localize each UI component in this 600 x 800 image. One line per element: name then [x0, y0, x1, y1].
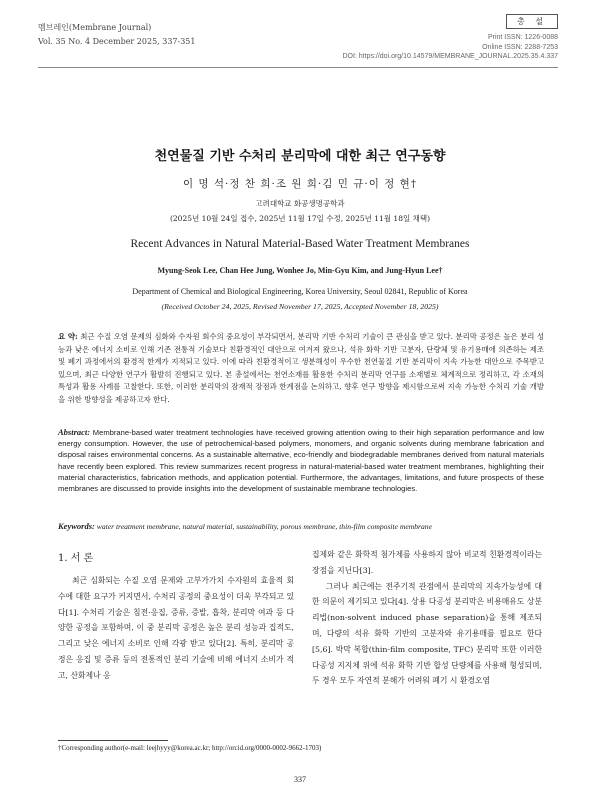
keywords-text: water treatment membrane, natural material, sustainability, porous membrane, thin-film composite membrane — [96, 522, 432, 531]
page-number: 337 — [294, 775, 306, 784]
abstract-korean — [58, 331, 544, 407]
article-type-badge: 총 설 — [506, 14, 558, 29]
online-issn: Online ISSN: 2288-7253 — [482, 43, 558, 51]
paragraph: 최근 심화되는 수질 오염 문제와 고부가가치 수자원의 효율적 회수에 대한 요구가 커지면서, 수처리 공정의 중요성이 더욱 부각되고 있다[1]. 수처리 기술은 침전·응집, 증류, 증발, 흡착, 분리막 여과 등 다양한 공정을 포함하며, 이 중 분리막 공정은 높은 분리 성능과 집적도, 그리고 낮은 에너지 소비로 인해 각광 받고 있다[2]. 특히, 분리막 공정은 응집 및 증류 등의 전통적인 분리 기술에 비해 에너지 소비가 적고, 산화제나 응 — [58, 576, 294, 680]
abstract-english-text: Membrane-based water treatment technologies have received growing attention owing to their high separation performance and low energy consumption. However, the use of petrochemical-based polymers, monomers, and organic solvents during membrane fabrication and disposal raises environmental concerns. As a sustainable alternative, eco-friendly and biodegradable membranes derived from natural materials have recently been explored. This review summarizes recent progress in natural-material-based water treatment membranes, highlighting their material characteristics, fabrication methods, and application potential. Furthermore, the advantages, limitations, and future prospects of these membranes are discussed to provide insights into the development of sustainable membrane technologies. — [58, 428, 544, 494]
doi-link[interactable]: DOI: https://doi.org/10.14579/MEMBRANE_JOURNAL.2025.35.4.337 — [342, 53, 558, 60]
header-divider — [38, 67, 558, 68]
department-english: Department of Chemical and Biological Engineering, Korea University, Seoul 02841, Republic of Korea — [132, 287, 468, 296]
print-issn: Print ISSN: 1226-0088 — [487, 34, 558, 41]
abstract-english-label: Abstract: — [58, 427, 91, 437]
section-heading-introduction: 1. 서 론 — [58, 553, 94, 564]
dates-korean: (2025년 10월 24일 접수, 2025년 11월 17일 수정, 2025년 11월 18일 채택) — [169, 214, 431, 223]
body-right-column — [312, 547, 542, 689]
authors-korean: 이 명 석·정 찬 희·조 원 희·김 민 규·이 정 현† — [182, 178, 418, 190]
affiliation-korean: 고려대학교 화공생명공학과 — [255, 199, 345, 208]
title-korean: 천연물질 기반 수처리 분리막에 대한 최근 연구동향 — [154, 149, 446, 164]
dates-english: (Received October 24, 2025, Revised November 17, 2025, Accepted November 18, 2025) — [161, 302, 439, 311]
abstract-english — [58, 427, 544, 494]
abstract-korean-text: 최근 수질 오염 문제의 심화와 수자원 회수의 중요성이 부각되면서, 분리막 기반 수처리 기술이 큰 관심을 받고 있다. 분리막 공정은 높은 분리 성능과 낮은 에너지 소비로 인해 기존 전통적 기술보다 친환경적인 대안으로 여겨져 왔으나, 석유 화학 기반 고분자, 단량체 및 유기용매에 의존하는 제조 및 폐기 과정에서의 환경적 한계가 지적되고 있다. 이에 따라 친환경적이고 생분해성이 우수한 천연물질 기반 분리막이 지속 가능한 대안으로 주목받고 있으며, 최근 다양한 연구가 활발히 진행되고 있다. 본 총설에서는 천연소재를 활용한 수처리 분리막 연구를 소재별로 체계적으로 정리하고, 각 소재의 특성과 활용 사례를 고찰한다. 또한, 이러한 분리막의 잠재적 장점과 한계점을 논의하고, 향후 연구 방향을 제시함으로써 지속 가능한 수처리 기술 개발을 위한 방향성을 제공하고자 한다. — [58, 332, 544, 404]
authors-english: Myung-Seok Lee, Chan Hee Jung, Wonhee Jo, Min-Gyu Kim, and Jung-Hyun Lee† — [157, 266, 443, 275]
abstract-korean-label: 요 약: — [58, 332, 78, 341]
footnote-divider — [58, 740, 168, 741]
body-left-column — [58, 573, 294, 684]
footnote-corresponding-author: †Corresponding author(e-mail: leejhyyy@korea.ac.kr; http://orcid.org/0000-0002-9662-1703) — [58, 744, 322, 752]
paragraph: 그러나 최근에는 전주기적 관점에서 분리막의 지속가능성에 대한 의문이 제기되고 있다[4]. 상용 다공성 분리막은 비용매유도 상분리법(non-solvent induced phase separation)을 통해 제조되며, 다량의 석유 화학 기반의 고분자와 유기용매를 필요로 한다[5,6]. 박막 복합(thin-film composite, TFC) 분리막 또한 이러한 다공성 지지체 위에 석유 화학 기반 합성 단량체를 사용해 형성되며, 두 경우 모두 자연적 분해가 어려워 폐기 시 환경오염 — [312, 581, 542, 686]
keywords-label: Keywords: — [58, 521, 95, 531]
title-english: Recent Advances in Natural Material-Based Water Treatment Membranes — [130, 238, 470, 250]
issn-block — [342, 33, 558, 62]
keywords — [58, 521, 544, 531]
journal-name: 멤브레인(Membrane Journal) — [38, 23, 152, 32]
paragraph: 집제와 같은 화학적 첨가제를 사용하지 않아 비교적 친환경적이라는 장점을 지닌다[3]. — [312, 550, 542, 575]
volume-info: Vol. 35 No. 4 December 2025, 337-351 — [38, 37, 196, 46]
